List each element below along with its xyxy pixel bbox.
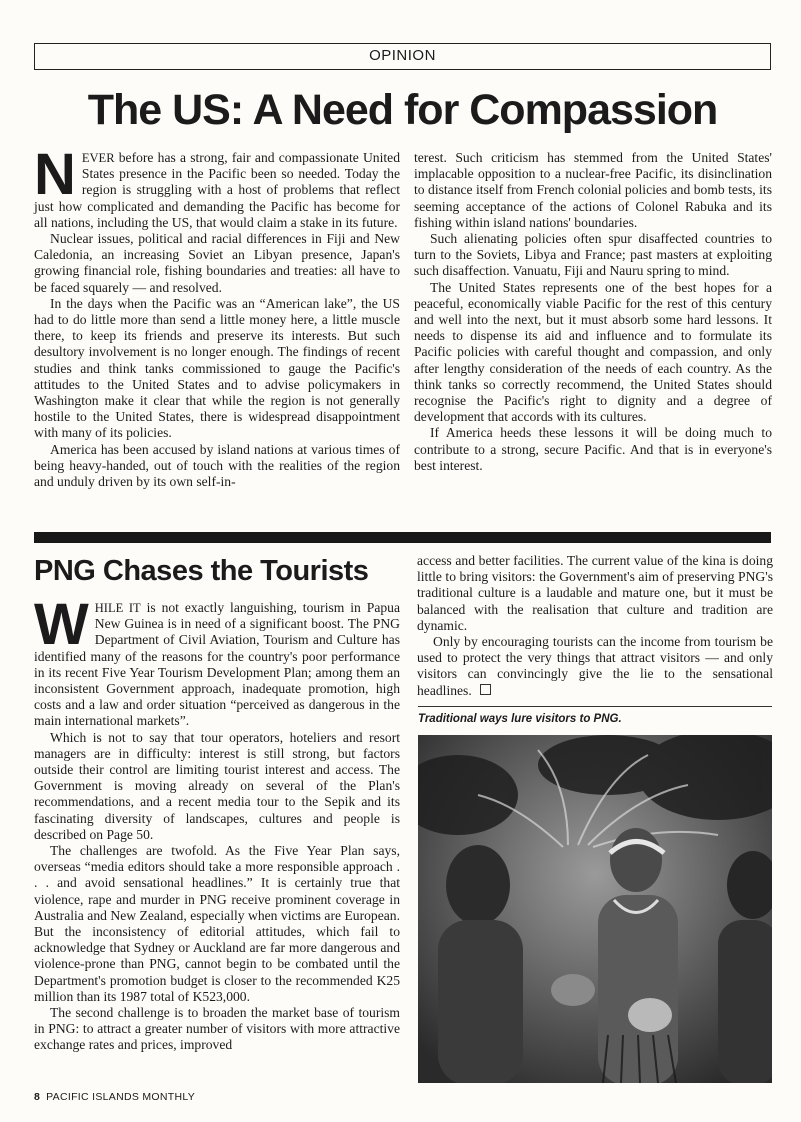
article2-paragraph: WHILE IT is not exactly languishing, tourism in Papua New Guinea is in need of a significant boost. The PNG Department of Civil Aviation, Tourism and Culture has identified many of the reasons for the country's poor performance in its recent Five Year Tourism Development Plan; among them an inconsistent Government approach, inadequate promotion, high costs and a law and order situation “perceived as dangerous in the main international markets”. [34, 592, 400, 729]
article2-paragraph: The second challenge is to broaden the market base of tourism in PNG: to attract a greater number of visitors with more attractive exchange rates and prices, improved [34, 1005, 400, 1053]
dancers-photo-illustration [418, 735, 772, 1083]
article1-paragraph: In the days when the Pacific was an “American lake”, the US had to do little more than send a little money here, a little muscle there, to keep its friends and preserve its interests. But such desultory involvement is no longer enough. The findings of recent studies and think tanks commissioned to gauge the Pacific's attitudes to the United States and to advise policymakers in Washington make it clear that while the region is not generally hostile to the United States, there is widespread disappointment with many of its policies. [34, 295, 400, 441]
article2-column-1 [34, 592, 400, 1054]
article1-paragraph: Such alienating policies often spur disaffected countries to turn to the Soviets, Libya and France; past masters at exploiting such disaffection. Vanuatu, Fiji and Nauru spring to mind. [414, 231, 772, 279]
article1-paragraph: America has been accused by island nations at various times of being heavy-handed, out of touch with the realities of the region and unduly driven by its own self-in- [34, 441, 400, 490]
article1-paragraph: If America heeds these lessons it will be doing much to contribute to a strong, secure Pacific. And that is in everyone's best interest. [414, 425, 772, 473]
page-footer [34, 1091, 195, 1103]
article2-paragraph: The challenges are twofold. As the Five Year Plan says, overseas “media editors should take a more responsible approach . . . and avoid sensational headlines.” It is certainly true that violence, rape and murder in PNG receive prominent coverage in Australia and New Zealand, especially when victims are European. But the inconsistency of editorial attitudes, which fail to acknowledge that Sydney or Auckland are far more dangerous and violence-prone than PNG, cannot begin to be combated until the Department's promotion budget is closer to the recommended K25 million than its 1987 total of K523,000. [34, 843, 400, 1004]
article1-paragraph: terest. Such criticism has stemmed from the United States' implacable opposition to a nuclear-free Pacific, its disinclination to distance itself from French colonial policies and bomb tests, its seeming acceptance of the actions of Colonel Rabuka and its fishing within island nations' boundaries. [414, 150, 772, 230]
article1-headline: The US: A Need for Compassion [87, 86, 718, 134]
caption-rule [418, 706, 772, 707]
article2-paragraph: access and better facilities. The current value of the kina is doing little to bring visitors: the Government's aim of preserving PNG's traditional culture is a laudable and mature one, but it must be balanced with the realisation that culture and tradition are dynamic. [417, 553, 773, 633]
article1-paragraph: Nuclear issues, political and racial differences in Fiji and New Caledonia, an increasing Soviet an Libyan presence, Japan's growing financial role, fishing boundaries and treaties: all have to be faced squarely — and resolved. [34, 231, 400, 295]
photo-caption: Traditional ways lure visitors to PNG. [418, 713, 622, 725]
article1-dropcap: N [34, 142, 76, 207]
page-number: 8 [34, 1091, 41, 1103]
article2-paragraph: Only by encouraging tourists can the income from tourism be used to protect the very things that attract visitors — and only visitors can convincingly give the lie to the sensational headlines. [417, 634, 773, 698]
section-label: OPINION [35, 47, 770, 64]
article1-column-2 [414, 150, 772, 474]
section-header-box [34, 43, 771, 70]
section-divider [34, 532, 771, 543]
article2-dropcap: W [34, 592, 89, 657]
end-of-article-icon [480, 684, 491, 695]
article1-paragraph: The United States represents one of the best hopes for a peaceful, economically viable Pacific for the rest of this century and well into the next, but it must absorb some hard lessons. It needs to dispense its aid and influence and to formulate its Pacific policies with careful thought and compassion, and only after lengthy consideration of the needs of each country. As the think tanks so correctly recommend, the United States should recognise the Pacific's right to dignity and a degree of development that accords with its cultures. [414, 279, 772, 425]
article2-column-2 [417, 553, 773, 699]
publication-name: PACIFIC ISLANDS MONTHLY [46, 1091, 196, 1103]
article1-column-1 [34, 142, 400, 490]
article2-headline: PNG Chases the Tourists [34, 555, 369, 587]
article2-paragraph: Which is not to say that tour operators, hoteliers and resort managers are in difficulty: interest is still strong, but factors outside their control are limiting tourist interest and access. The Government is moving already on several of the Plan's recommendations, and a recent media tour to the Sepik and its fascinating diversity of landscapes, cultures and people is described on Page 50. [34, 729, 400, 842]
article1-paragraph: NEVER before has a strong, fair and compassionate United States presence in the Pacific been so needed. Today the region is struggling with a host of problems that reflect just how complicated and demanding the Pacific has become for all nations, including the US, that would claim a stake in its future. [34, 142, 400, 230]
tourism-photo [418, 735, 772, 1083]
